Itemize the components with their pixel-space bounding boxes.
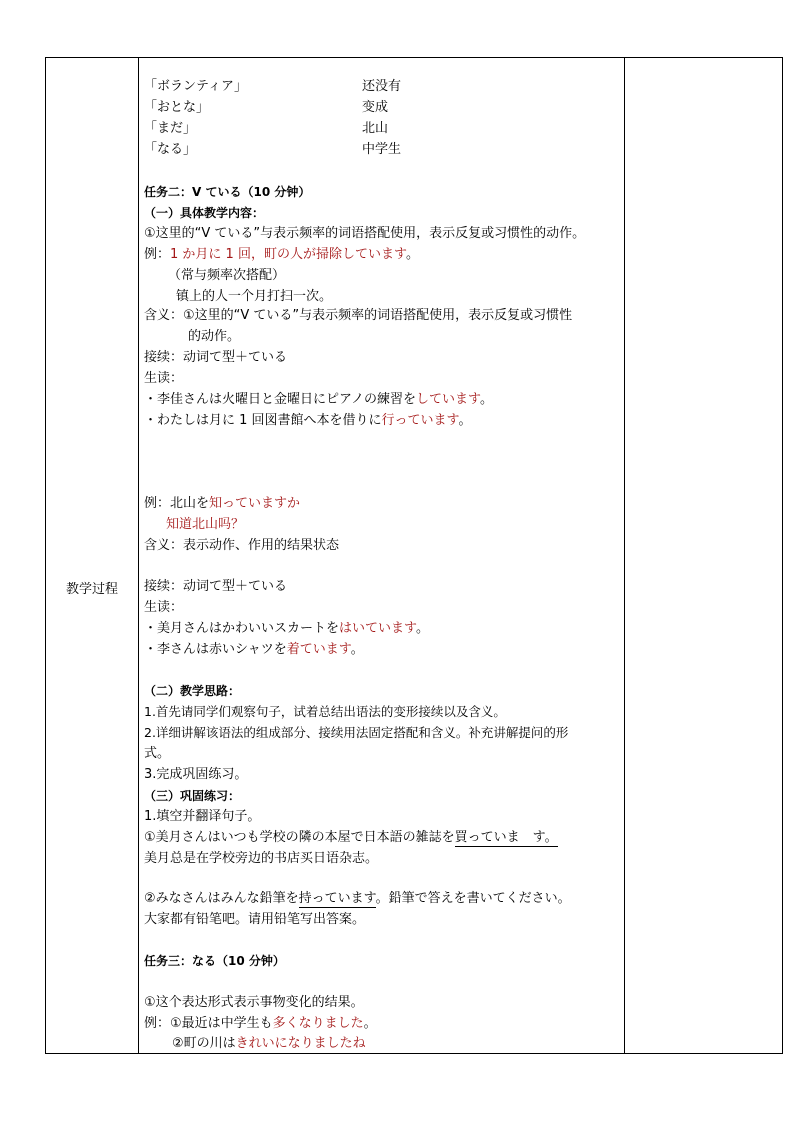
task2-idea2-line1: 2.详细讲解该语法的组成部分、接续用法固定搭配和含义。补充讲解提问的形 (144, 725, 569, 740)
task2-read2-sentence2 (144, 642, 364, 658)
task2-example1 (144, 247, 419, 263)
row-label: 教学过程 (65, 582, 118, 597)
task2-example1-note: （常与频率次搭配） (168, 268, 286, 283)
sentence-text: ・李さんは赤いシャツを (144, 642, 287, 657)
task2-section3-title: （三）巩固练习： (144, 789, 241, 803)
task2-title: 任务二：V ている（10 分钟） (144, 185, 311, 199)
example1-text: 1 か月に 1 回，町の人が掃除 (170, 247, 342, 262)
sentence-highlight: 着ています (286, 642, 351, 657)
sentence-end: 。 (415, 621, 429, 636)
task3-point1: ①这个表达形式表示事物变化的结果。 (144, 995, 364, 1010)
exercise-title: 1.填空并翻译句子。 (144, 809, 261, 824)
example-text: ②町の川は (172, 1036, 236, 1051)
task3-example2 (172, 1036, 366, 1052)
example2-text: 例：北山を (144, 496, 210, 511)
task2-idea2-line2: 式。 (144, 746, 171, 761)
task2-connection2: 接续：动词て型＋ている (144, 579, 288, 594)
vocab-left-4: 「なる」 (144, 142, 197, 157)
task2-read1-sentence2 (144, 413, 472, 429)
example-highlight: 多くなりました (272, 1016, 364, 1031)
sentence-text: ・わたしは月に 1 回図書館へ本を借りに (144, 413, 382, 428)
example2-highlight: 知っていますか (209, 496, 301, 511)
task2-section1-title: （一）具体教学内容： (144, 206, 265, 220)
vocab-left-1: 「ボランティア」 (144, 79, 247, 94)
sentence-end: 。 (479, 392, 493, 407)
task2-idea3: 3.完成巩固练习。 (144, 767, 248, 782)
sentence-end: 。 (350, 642, 364, 657)
task2-connection1: 接续：动词て型＋ている (144, 350, 288, 365)
task2-meaning1-line1: 含义：①这里的“V ている”与表示频率的词语搭配使用，表示反复或习惯性 (144, 308, 573, 323)
task2-read2-label: 生读： (144, 600, 184, 615)
exercise-q2-answer: 持っています (298, 891, 376, 906)
task2-example1-translation: 镇上的人一个月打扫一次。 (176, 289, 333, 304)
exercise-q1-translation: 美月总是在学校旁边的书店买日语杂志。 (144, 851, 379, 866)
column-divider-left (138, 57, 139, 1054)
vocab-left-3: 「まだ」 (144, 121, 197, 136)
task2-meaning2: 含义：表示动作、作用的结果状态 (144, 538, 340, 553)
vocab-left-2: 「おとな」 (144, 100, 210, 115)
task3-example1 (144, 1016, 377, 1032)
vocab-right-4: 中学生 (362, 142, 402, 157)
exercise-q2-text-end: 。鉛筆で答えを書いてください。 (375, 891, 571, 906)
exercise-q2 (144, 891, 571, 907)
sentence-highlight: しています (415, 392, 480, 407)
example-text: 例：①最近は中学生も (144, 1016, 273, 1031)
task2-idea1: 1.首先请同学们观察句子，试着总结出语法的变形接续以及含义。 (144, 704, 506, 719)
example-highlight: きれいになりましたね (235, 1036, 366, 1051)
task2-section2-title: （二）教学思路： (144, 684, 241, 698)
task2-point1: ①这里的“V ている”与表示频率的词语搭配使用，表示反复或习惯性的动作。 (144, 226, 586, 241)
example1-end: 。 (405, 247, 419, 262)
task2-example2-translation: 知道北山吗？ (166, 517, 245, 532)
column-divider-right (624, 57, 625, 1054)
example-prefix: 例： (144, 247, 171, 262)
task2-read2-sentence1 (144, 621, 429, 637)
task2-meaning1-line2: 的动作。 (188, 329, 241, 344)
sentence-highlight: 行っています (381, 413, 459, 428)
task2-read1-sentence1 (144, 392, 493, 408)
example1-red: しています (341, 247, 406, 262)
example-end: 。 (363, 1016, 377, 1031)
exercise-q1 (144, 830, 558, 846)
sentence-end: 。 (458, 413, 472, 428)
exercise-q2-text: ②みなさんはみんな鉛筆を (144, 891, 299, 906)
vocab-right-2: 变成 (362, 100, 389, 115)
exercise-q1-answer: 買っていま す。 (454, 830, 558, 845)
sentence-text: ・美月さんはかわいいスカートを (144, 621, 340, 636)
vocab-right-1: 还没有 (362, 79, 402, 94)
vocab-right-3: 北山 (362, 121, 389, 136)
task2-read1-label: 生读： (144, 371, 184, 386)
exercise-q2-translation: 大家都有铅笔吧。请用铅笔写出答案。 (144, 912, 366, 927)
sentence-highlight: はいています (339, 621, 416, 636)
sentence-text: ・李佳さんは火曜日と金曜日にピアノの練習を (144, 392, 416, 407)
task3-title: 任务三：なる（10 分钟） (144, 954, 285, 968)
task2-example2 (144, 496, 300, 512)
exercise-q1-text: ①美月さんはいつも学校の隣の本屋で日本語の雑誌を (144, 830, 455, 845)
